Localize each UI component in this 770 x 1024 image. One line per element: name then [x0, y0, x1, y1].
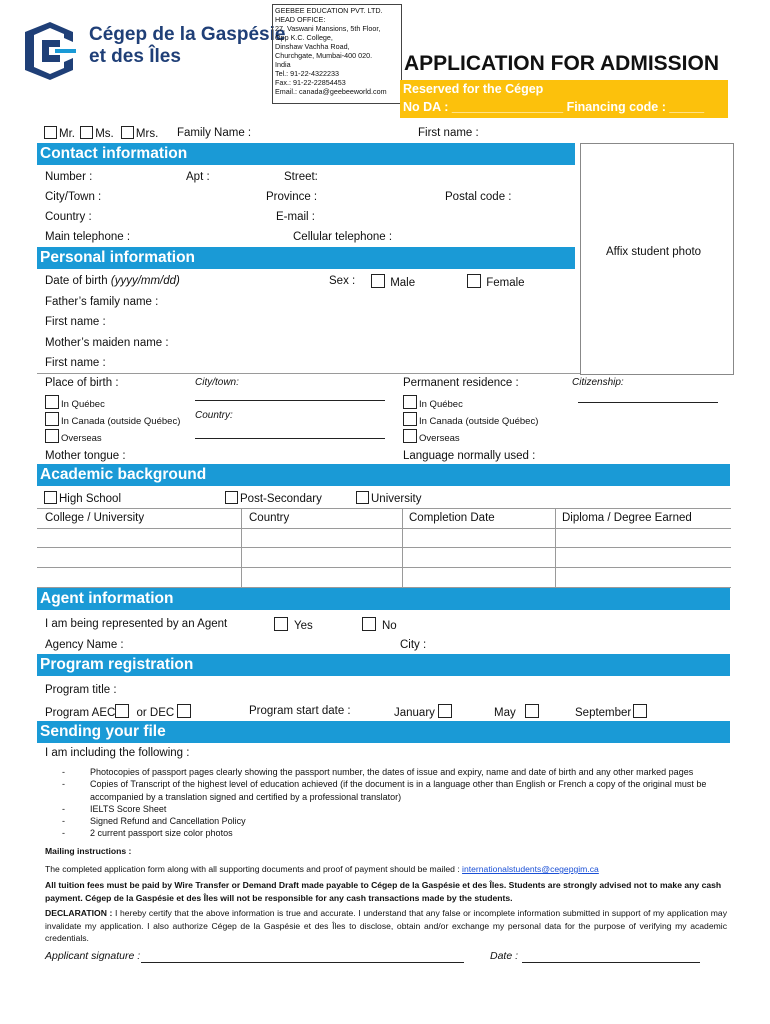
no-da-field[interactable]: No DA : ________________ — [403, 100, 564, 114]
ms-checkbox[interactable] — [80, 126, 93, 139]
academic-title: Academic background — [40, 466, 207, 483]
agent-no[interactable]: No — [362, 617, 397, 632]
contact-title: Contact information — [40, 145, 188, 162]
uni-checkbox[interactable] — [356, 491, 369, 504]
program-type[interactable]: Program AEC or DEC — [45, 704, 193, 719]
quebec-checkbox[interactable] — [45, 395, 59, 409]
agent-yes[interactable]: Yes — [274, 617, 313, 632]
hs-option[interactable]: High School — [44, 491, 121, 505]
perm-quebec[interactable]: In Québec — [403, 395, 463, 410]
mr-label: Mr. — [59, 128, 75, 140]
agent-title: Agent information — [40, 590, 174, 607]
ps-checkbox[interactable] — [225, 491, 238, 504]
perm-canada-checkbox[interactable] — [403, 412, 417, 426]
reserved-box — [400, 80, 728, 118]
agency-line: Churchgate, Mumbai-400 020. — [275, 51, 373, 60]
aec-checkbox[interactable] — [115, 704, 129, 718]
declaration — [45, 907, 727, 945]
agency-line: Opp K.C. College, — [275, 33, 333, 42]
lang-label[interactable]: Language normally used : — [403, 450, 536, 462]
jan-checkbox[interactable] — [438, 704, 452, 718]
country-line[interactable] — [195, 438, 385, 439]
table-row[interactable] — [37, 547, 731, 567]
canada-checkbox[interactable] — [45, 412, 59, 426]
list-item: - Photocopies of passport pages clearly showing the passport number, the dates of issue and expiry, name and date of birth and any other marked pages — [62, 767, 694, 777]
city-town-line[interactable] — [195, 400, 385, 401]
mailing-email-link[interactable]: internationalstudents@cegepgim.ca — [462, 864, 599, 874]
no-checkbox[interactable] — [362, 617, 376, 631]
academic-header — [37, 464, 730, 486]
pob-quebec[interactable]: In Québec — [45, 395, 105, 410]
logo-line1: Cégep de la Gaspésie — [89, 24, 286, 45]
document-list — [62, 766, 726, 840]
dob-row[interactable] — [45, 275, 180, 287]
start-date-label: Program start date : — [249, 705, 351, 717]
agency-line: Fax.: 91-22-22854453 — [275, 78, 346, 87]
city-town-label: City/town: — [195, 377, 239, 388]
pob-canada[interactable]: In Canada (outside Québec) — [45, 412, 180, 427]
street-label[interactable]: Street: — [284, 171, 318, 183]
hs-checkbox[interactable] — [44, 491, 57, 504]
photo-label: Affix student photo — [606, 246, 702, 258]
male-checkbox[interactable] — [371, 274, 385, 288]
apt-label[interactable]: Apt : — [186, 171, 210, 183]
dec-checkbox[interactable] — [177, 704, 191, 718]
overseas-checkbox[interactable] — [45, 429, 59, 443]
may-option[interactable]: May — [494, 704, 541, 719]
date-label: Date : — [490, 950, 519, 962]
list-item: - Copies of Transcript of the highest level of education achieved (if the document is in a language other than English or French a copy of the original must be accompanied by a translation signed and certified by a professional translator) — [62, 779, 707, 802]
cegep-logo-icon — [20, 18, 80, 84]
list-item: - IELTS Score Sheet — [62, 803, 167, 814]
declaration-text: I hereby certify that the above information is true and accurate. I understand that any false or incomplete information submitted in support of my application may invalidate my application. I also authorize Cégep de la Gaspésie et des Îles to disclose, obtain and/or exchange my personal data for the purpose of verifying my academic credentials. — [45, 908, 727, 943]
col-header: Diploma / Degree Earned — [562, 512, 692, 524]
female-checkbox[interactable] — [467, 274, 481, 288]
table-row[interactable] — [37, 528, 731, 547]
reserved-label: Reserved for the Cégep — [403, 82, 544, 96]
including-label: I am including the following : — [45, 747, 190, 759]
mrs-checkbox[interactable] — [121, 126, 134, 139]
mailing-text: The completed application form along with all supporting documents and proof of payment should be mailed : internationalstudents@cegepgim.ca — [45, 864, 599, 874]
mrs-label: Mrs. — [135, 128, 159, 140]
perm-overseas-checkbox[interactable] — [403, 429, 417, 443]
mailing-heading: Mailing instructions : — [45, 846, 132, 856]
ms-label: Ms. — [95, 128, 114, 140]
col-header: College / University — [45, 512, 145, 524]
agency-line: Tel.: 91-22-4322233 — [275, 69, 339, 78]
contact-header — [37, 143, 575, 165]
sending-header — [37, 721, 730, 743]
sep-option[interactable]: September — [575, 704, 649, 719]
female-label: Female — [486, 277, 525, 289]
agent-rep-label: I am being represented by an Agent — [45, 618, 228, 630]
signature-label: Applicant signature : — [45, 950, 141, 962]
divider — [37, 373, 580, 374]
col-header: Completion Date — [409, 512, 495, 524]
first-name-1-label[interactable]: First name : — [45, 316, 106, 328]
dob-label: Date of birth — [45, 275, 108, 287]
perm-quebec-checkbox[interactable] — [403, 395, 417, 409]
sep-checkbox[interactable] — [633, 704, 647, 718]
personal-title: Personal information — [40, 249, 196, 266]
province-label[interactable]: Province : — [266, 191, 318, 203]
sex-label: Sex : — [329, 275, 356, 287]
agency-head: HEAD OFFICE: — [275, 15, 326, 24]
pob-overseas[interactable]: Overseas — [45, 429, 102, 444]
page-title: APPLICATION FOR ADMISSION — [404, 52, 719, 75]
personal-header — [37, 247, 575, 269]
main-tel-label[interactable]: Main telephone : — [45, 231, 131, 243]
city-label[interactable]: City/Town : — [45, 191, 102, 203]
list-item: - Signed Refund and Cancellation Policy — [62, 816, 246, 827]
country-label[interactable]: Country : — [45, 211, 92, 223]
perm-overseas[interactable]: Overseas — [403, 429, 460, 444]
citizenship-line[interactable] — [578, 402, 718, 403]
agent-city-label[interactable]: City : — [400, 639, 427, 651]
program-title: Program registration — [40, 656, 194, 673]
agency-name-label[interactable]: Agency Name : — [45, 639, 124, 651]
financing-field[interactable]: Financing code : _____ — [566, 100, 705, 114]
agency-line: 27, Vaswani Mansions, 5th Floor, — [275, 24, 381, 33]
agency-line: India — [275, 60, 291, 69]
email-label[interactable]: E-mail : — [276, 211, 315, 223]
yes-checkbox[interactable] — [274, 617, 288, 631]
mr-checkbox[interactable] — [44, 126, 57, 139]
cell-label[interactable]: Cellular telephone : — [293, 231, 393, 243]
program-title-label[interactable]: Program title : — [45, 684, 117, 696]
logo-line2: et des Îles — [89, 46, 181, 67]
agency-name: GEEBEE EDUCATION PVT. LTD. — [275, 6, 383, 15]
mother-label[interactable]: Mother’s maiden name : — [45, 337, 169, 349]
table-row[interactable] — [37, 567, 731, 587]
jan-option[interactable]: January — [394, 704, 454, 719]
father-label[interactable]: Father’s family name : — [45, 296, 159, 308]
female-option[interactable] — [467, 274, 525, 289]
agency-line: Email.: canada@geebeeworld.com — [275, 87, 387, 96]
tongue-label[interactable]: Mother tongue : — [45, 450, 126, 462]
first-name-label[interactable]: First name : — [418, 127, 479, 139]
agency-box — [272, 4, 402, 104]
country-label: Country: — [195, 410, 233, 421]
family-name-label[interactable]: Family Name : — [177, 127, 252, 139]
sending-title: Sending your file — [40, 723, 166, 740]
may-checkbox[interactable] — [525, 704, 539, 718]
list-item: - 2 current passport size color photos — [62, 828, 233, 839]
uni-option[interactable]: University — [356, 491, 421, 505]
perm-label: Permanent residence : — [403, 377, 519, 389]
postal-label[interactable]: Postal code : — [445, 191, 512, 203]
number-label[interactable]: Number : — [45, 171, 93, 183]
male-label: Male — [390, 277, 416, 289]
pob-label: Place of birth : — [45, 377, 119, 389]
male-option[interactable] — [371, 274, 415, 289]
dob-format: (yyyy/mm/dd) — [110, 275, 180, 287]
date-line[interactable] — [522, 962, 700, 963]
perm-canada[interactable]: In Canada (outside Québec) — [403, 412, 538, 427]
signature-line[interactable] — [141, 962, 464, 963]
ps-option[interactable]: Post-Secondary — [225, 491, 322, 505]
col-header: Country — [249, 512, 290, 524]
declaration-heading: DECLARATION : — [45, 908, 113, 918]
salutation-row — [44, 126, 158, 140]
agent-header — [37, 588, 730, 610]
photo-box[interactable] — [580, 143, 734, 375]
program-header — [37, 654, 730, 676]
logo — [20, 18, 80, 84]
agency-line: Dinshaw Vachha Road, — [275, 42, 350, 51]
first-name-2-label[interactable]: First name : — [45, 357, 106, 369]
citizenship-label: Citizenship: — [572, 377, 624, 388]
tuition-notice: All tuition fees must be paid by Wire Transfer or Demand Draft made payable to Cégep de la Gaspésie et des Îles. Students are strongly advised not to make any cash payment. Cégep de la Gaspésie et des Îles will not be responsible for any cash transactions made by the students. — [45, 880, 722, 903]
